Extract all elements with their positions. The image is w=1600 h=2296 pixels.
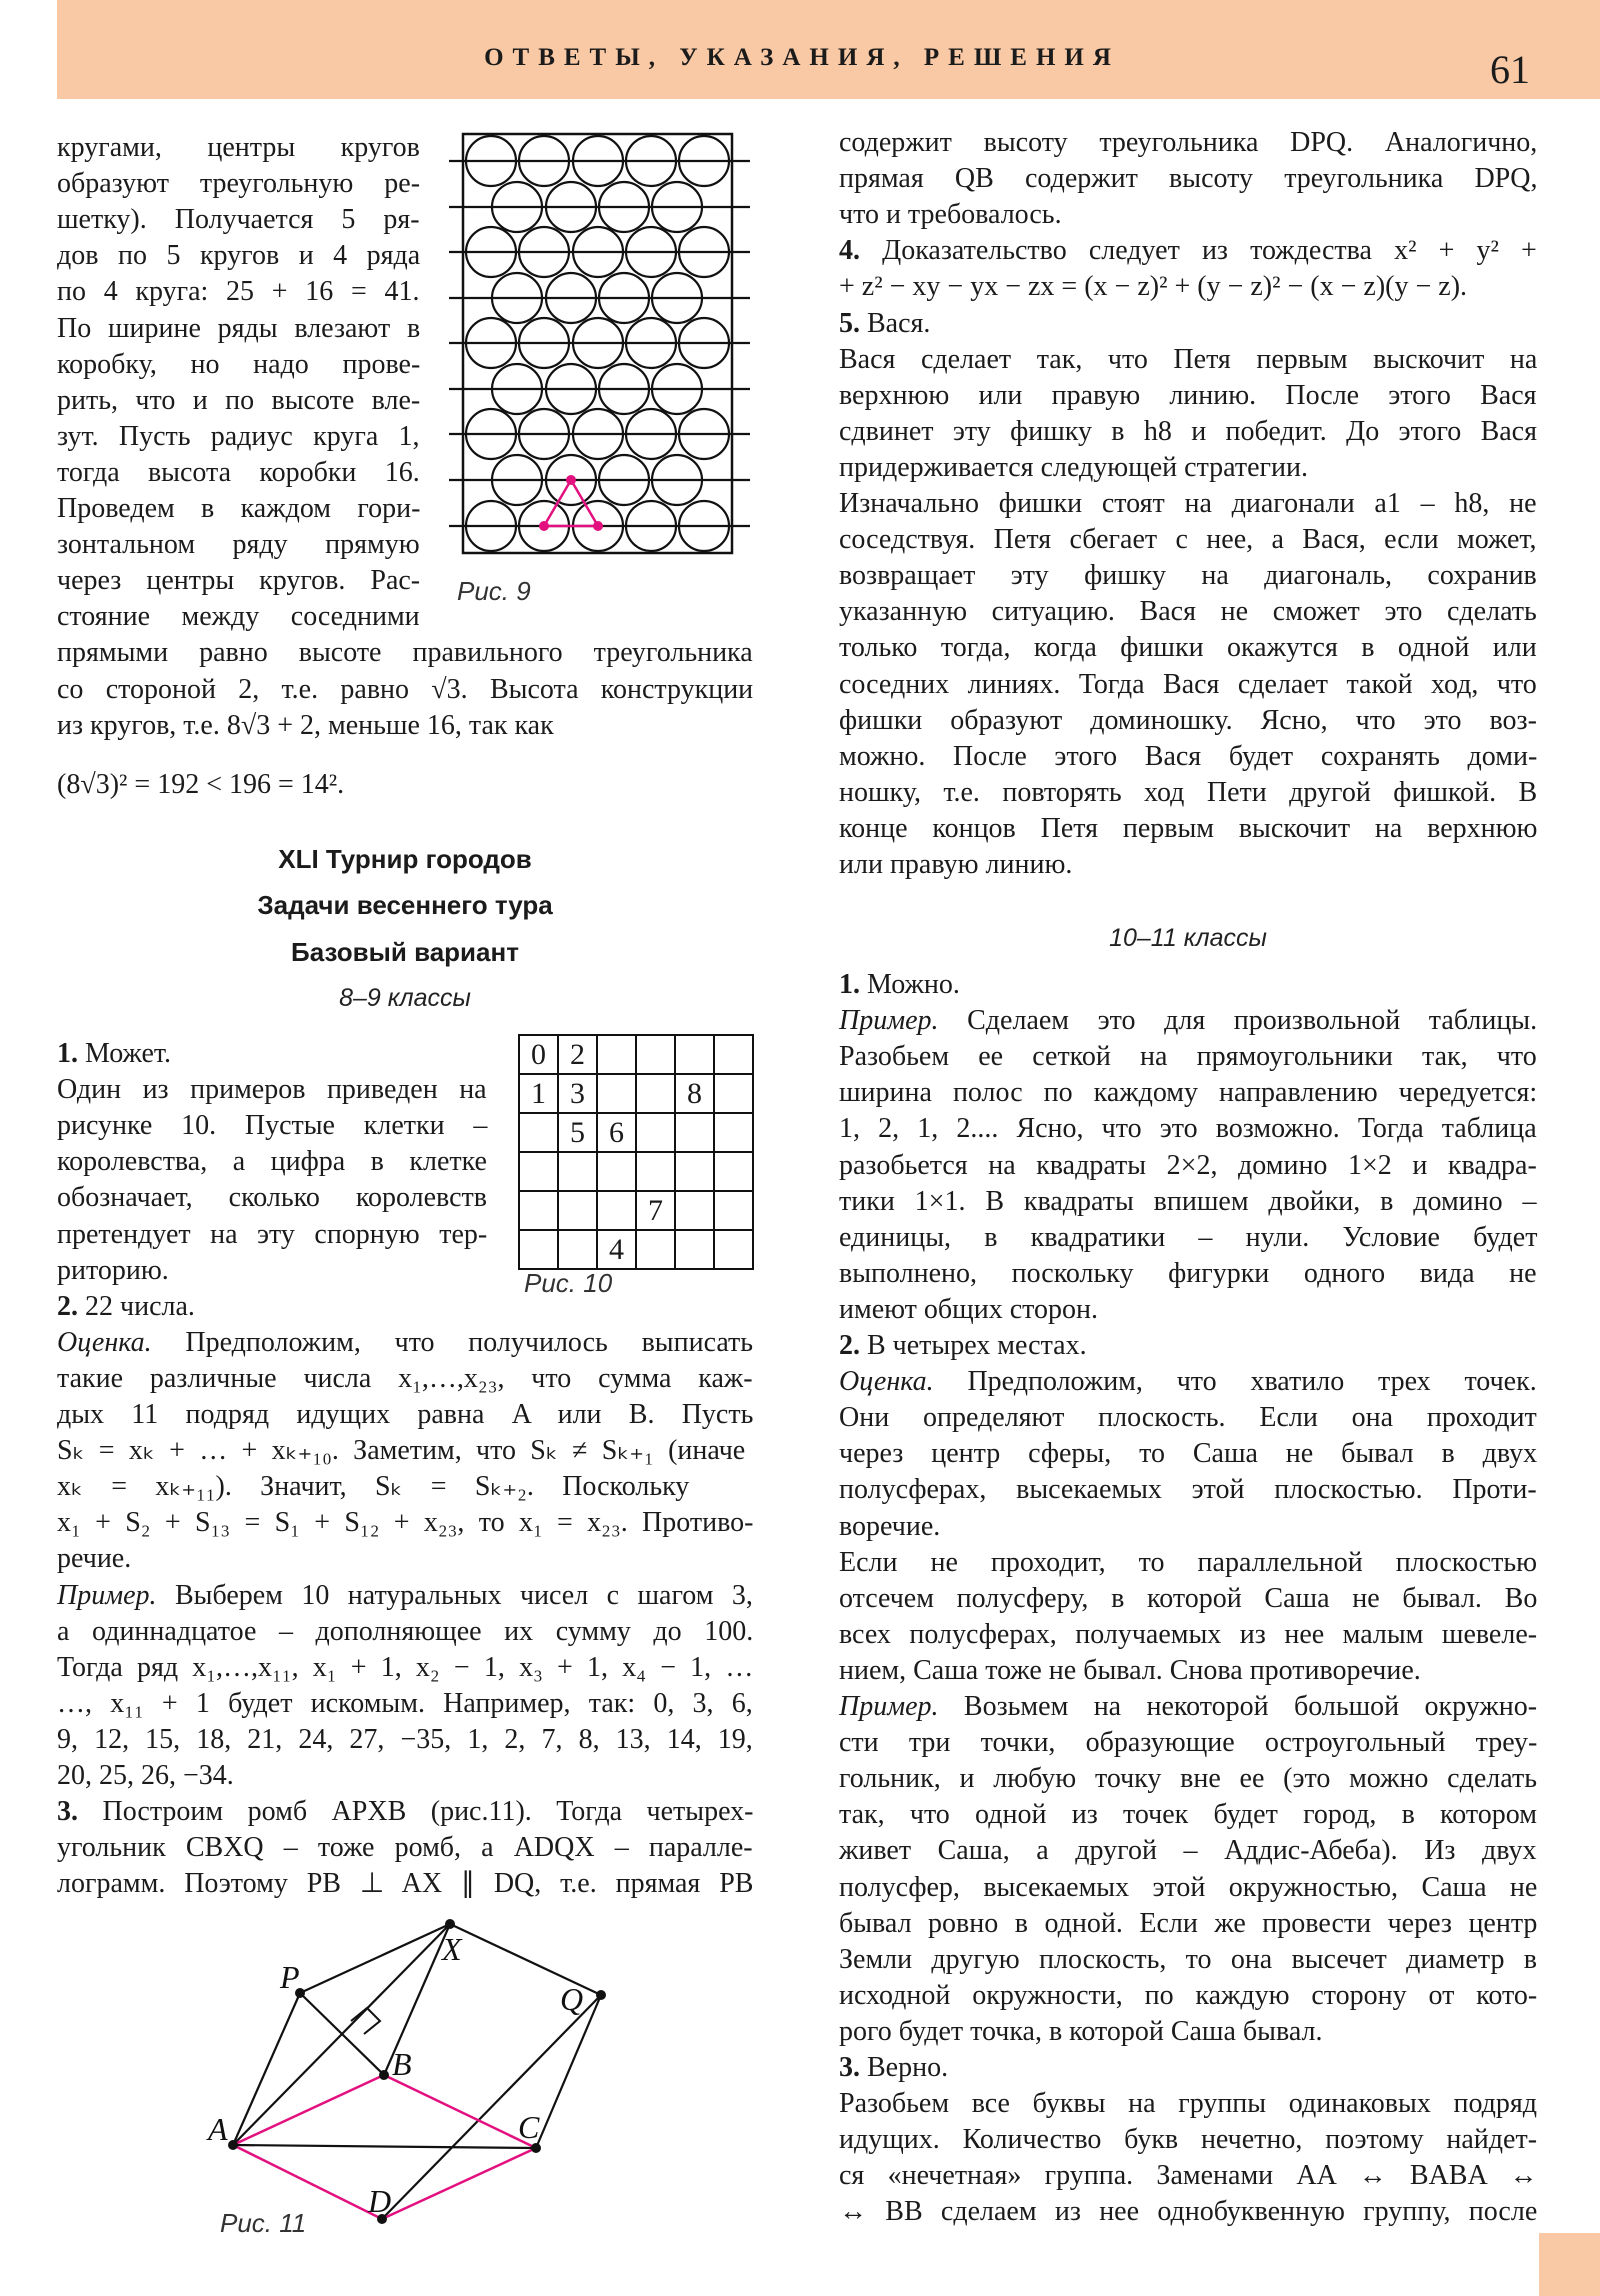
figure-11-caption: Рис. 11 — [220, 2208, 307, 2238]
text-line: претендует на эту спорную тер- — [57, 1218, 488, 1250]
text-line: лограмм. Поэтому PB ⊥ AX ∥ DQ, т.е. прямая PB — [57, 1868, 754, 1900]
grid-cell: 3 — [558, 1074, 597, 1113]
point-B — [379, 2070, 389, 2080]
figure-10-caption: Рис. 10 — [524, 1268, 613, 1298]
text-line: разобьется на квадраты 2×2, домино 1×2 и квадра- — [839, 1149, 1537, 1181]
text-line: отсечем полусферу, в которой Саша не бывал. Во — [839, 1582, 1538, 1614]
text-line: ширина полос по каждому направлению чередуется: — [839, 1077, 1538, 1109]
text-line: 4. Доказательство следует из тождества x² + y² + — [839, 235, 1537, 267]
label-Q: Q — [560, 1981, 584, 2017]
text-line: ↔ BB сделаем из нее однобуквенную группу, после — [839, 2196, 1538, 2228]
text-line: 2. 22 числа. — [57, 1290, 195, 1322]
text-line: Они определяют плоскость. Если она проходит — [839, 1402, 1537, 1434]
text-line: воречие. — [839, 1510, 941, 1542]
grid-cell: 4 — [597, 1230, 636, 1269]
text-line: бывал ровно в одной. Если же провести через центр — [839, 1907, 1538, 1939]
text-line: кругами, центры кругов — [57, 132, 420, 163]
text-line: 1, 2, 1, 2.... Ясно, что это возможно. Тогда таблица — [839, 1113, 1537, 1145]
text-line: 3. Построим ромб APXB (рис.11). Тогда четырех- — [57, 1796, 754, 1828]
text-line: 3. Верно. — [839, 2052, 949, 2083]
text-line: исходной окружности, по каждую сторону от кото- — [839, 1979, 1538, 2011]
text-line: Тогда ряд x₁,…,x₁₁, x₁ + 1, x₂ − 1, x₃ + 1, x₄ − 1, … — [57, 1651, 754, 1683]
text-line: 20, 25, 26, −34. — [57, 1760, 234, 1791]
grade-heading-8-9: 8–9 классы — [339, 984, 471, 1012]
text-line: Земли другую плоскость, то она высечет диаметр в — [839, 1943, 1537, 1975]
text-line: образуют треугольную ре- — [57, 168, 421, 200]
text-line: всех полусферах, получаемых из нее малым шевеле- — [839, 1618, 1538, 1650]
grid-cell: 2 — [558, 1035, 597, 1074]
grid-cell: 0 — [519, 1035, 558, 1074]
text-line: Оценка. Предположим, что получилось выписать — [57, 1326, 754, 1358]
text-line: прямая QB содержит высоту треугольника DPQ, — [839, 163, 1538, 195]
segment-QC — [536, 1995, 601, 2148]
text-line: такие различные числа x₁,…,x₂₃, что сумма каж- — [57, 1362, 753, 1394]
text-line: фишки образуют доминошку. Ясно, что это воз- — [839, 704, 1537, 736]
label-C: C — [518, 2109, 540, 2145]
text-line: Изначально фишки стоят на диагонали a1 – h8, не — [839, 488, 1537, 519]
text-line: так, что одной из точек будет город, в котором — [839, 1799, 1537, 1831]
text-line: через центр сферы, то Саша не бывал в двух — [839, 1438, 1538, 1470]
text-line: 1. Может. — [57, 1038, 172, 1069]
text-line: шетку). Получается 5 ря- — [57, 204, 420, 236]
text-line: x₁ + S₂ + S₁₃ = S₁ + S₁₂ + x₂₃, то x₁ = x₂₃. Противо- — [57, 1507, 754, 1539]
text-line: ся «нечетная» группа. Заменами AA ↔ BABA ↔ — [839, 2160, 1538, 2192]
section-title: XLI Турнир городов — [278, 844, 532, 874]
text-line: можно. После этого Вася будет сохранять доми- — [839, 740, 1538, 772]
text-line: Оценка. Предположим, что хватило трех точек. — [839, 1366, 1537, 1398]
text-line: Sₖ = xₖ + … + xₖ₊₁₀. Заметим, что Sₖ ≠ Sₖ₊₁ (иначе — [57, 1435, 746, 1467]
segment-QD — [382, 1995, 601, 2219]
text-line: полусферах, высекаемых этой плоскостью. Проти- — [839, 1474, 1537, 1506]
text-line: коробку, но надо прове- — [57, 348, 421, 380]
text-line: указанную ситуацию. Вася не сможет это сделать — [839, 596, 1537, 628]
text-line: Пример. Выберем 10 натуральных чисел с шагом 3, — [57, 1579, 753, 1611]
text-line: зут. Пусть радиус круга 1, — [57, 420, 420, 452]
text-line: …, x₁₁ + 1 будет искомым. Например, так: 0, 3, 6, — [57, 1687, 753, 1719]
text-line: Вася сделает так, что Петя первым выскочит на — [839, 343, 1538, 375]
text-line: королевства, а цифра в клетке — [57, 1146, 487, 1178]
text-line: идущих. Количество букв нечетно, поэтому найдет- — [839, 2124, 1538, 2156]
text-line: 2. В четырех местах. — [839, 1330, 1087, 1361]
segment-AC — [233, 2145, 536, 2148]
label-P: P — [280, 1959, 300, 1995]
text-line: + z² − xy − yx − zx = (x − z)² + (y − z)² − (x − z)(y − z). — [839, 271, 1468, 303]
grid-cell: 5 — [558, 1113, 597, 1152]
rhombus-side-CD — [382, 2148, 536, 2219]
text-line: Пример. Сделаем это для произвольной таблицы. — [839, 1005, 1538, 1037]
text-line: со стороной 2, т.е. равно √3. Высота конструкции — [57, 673, 754, 705]
text-line: гольник, и любую точку вне ее (это можно сделать — [839, 1763, 1537, 1795]
text-line: Разобьем ее сеткой на прямоугольники так, что — [839, 1041, 1537, 1073]
point-A — [228, 2140, 238, 2150]
label-A: A — [208, 2111, 228, 2147]
grid-cell: 8 — [675, 1074, 714, 1113]
rhombus-side-AB — [233, 2075, 384, 2145]
text-line: xₖ = xₖ₊₁₁). Значит, Sₖ = Sₖ₊₂. Поскольку — [57, 1471, 690, 1503]
text-line: только тогда, когда фишки окажутся в одной или — [839, 632, 1537, 664]
text-line: имеют общих сторон. — [839, 1293, 1098, 1325]
text-line: или правую линию. — [839, 849, 1073, 880]
text-line: сти три точки, образующие остроугольный треу- — [839, 1727, 1538, 1759]
text-line: 9, 12, 15, 18, 21, 24, 27, −35, 1, 2, 7, 8, 13, 14, 19, — [57, 1723, 753, 1755]
text-line: живет Саша, а другой – Аддис-Абеба). Из двух — [839, 1835, 1537, 1867]
text-line: рого будет точка, в которой Саша бывал. — [839, 2015, 1323, 2047]
section-variant: Базовый вариант — [291, 937, 519, 967]
point-X — [445, 1919, 455, 1929]
text-line: из кругов, т.е. 8√3 + 2, меньше 16, так как — [57, 709, 554, 741]
text-line: угольник CBXQ – тоже ромб, а ADQX – паралле- — [57, 1832, 753, 1864]
text-line: сдвинет эту фишку в h8 и победит. До этого Вася — [839, 415, 1537, 447]
text-line: Проведем в каждом гори- — [57, 493, 421, 524]
label-X: X — [442, 1931, 462, 1967]
segment-XP — [300, 1924, 450, 1993]
text-line: по 4 круга: 25 + 16 = 41. — [57, 276, 420, 308]
text-line: через центры кругов. Рас- — [57, 565, 421, 597]
text-line: содержит высоту треугольника DPQ. Аналогично, — [839, 127, 1538, 158]
label-D: D — [368, 2183, 392, 2219]
grid-cell: 7 — [636, 1191, 675, 1230]
label-B: B — [392, 2046, 412, 2082]
grade-heading-10-11: 10–11 классы — [1109, 924, 1267, 952]
text-line: верхнюю или правую линию. После этого Вася — [839, 379, 1537, 411]
formula-line: (8√3)² = 192 < 196 = 14². — [57, 769, 345, 800]
text-line: зонтальном ряду прямую — [57, 529, 420, 561]
text-line: стояние между соседними — [57, 601, 420, 633]
text-line: дов по 5 кругов и 4 ряда — [57, 240, 421, 272]
text-line: тики 1×1. В квадраты впишем двойки, в домино – — [839, 1185, 1537, 1217]
point-Q — [596, 1990, 606, 2000]
segment-PA — [233, 1993, 300, 2145]
text-line: тогда высота коробки 16. — [57, 456, 420, 488]
page-number: 61 — [1490, 47, 1530, 92]
text-line: ношку, т.е. повторять ход Пети другой фишкой. В — [839, 776, 1538, 808]
running-title: ОТВЕТЫ, УКАЗАНИЯ, РЕШЕНИЯ — [484, 44, 1120, 71]
text-line: По ширине ряды влезают в — [57, 312, 421, 344]
text-line: а одиннадцатое – дополняющее их сумму до 100. — [57, 1615, 754, 1647]
text-line: 1. Можно. — [839, 969, 960, 1000]
text-line: рить, что и по высоте вле- — [57, 384, 421, 416]
text-line: соседствуя. Петя сбегает с нее, а Вася, если может, — [839, 524, 1537, 556]
text-line: прямыми равно высоте правильного треугольника — [57, 637, 753, 669]
text-line: Если не проходит, то параллельной плоскостью — [839, 1546, 1538, 1578]
text-line: Один из примеров приведен на — [57, 1074, 487, 1106]
text-line: рисунке 10. Пустые клетки – — [57, 1110, 488, 1142]
text-line: 5. Вася. — [839, 307, 931, 339]
text-line: Пример. Возьмем на некоторой большой окружно- — [839, 1691, 1538, 1722]
text-line: возвращает эту фишку на диагональ, сохранив — [839, 560, 1537, 592]
text-line: соседних линиях. Тогда Вася сделает такой ход, что — [839, 668, 1537, 700]
text-line: единицы, в квадратики – нули. Условие будет — [839, 1221, 1538, 1253]
section-subtitle: Задачи весеннего тура — [257, 890, 553, 920]
text-line: Разобьем все буквы на группы одинаковых подряд — [839, 2088, 1538, 2120]
text-line: конце концов Петя первым выскочит на верхнюю — [839, 812, 1538, 844]
figure-9-caption: Рис. 9 — [457, 576, 531, 606]
grid-cell: 1 — [519, 1074, 558, 1113]
text-line: что и требовалось. — [839, 199, 1062, 231]
text-line: дых 11 подряд идущих равна A или B. Пусть — [57, 1399, 754, 1430]
text-line: придерживается следующей стратегии. — [839, 451, 1308, 483]
text-line: нием, Саша тоже не бывал. Снова противоречие. — [839, 1654, 1421, 1686]
text-line: риторию. — [57, 1254, 169, 1286]
grid-cell: 6 — [597, 1113, 636, 1152]
text-line: выполнено, поскольку фигурки одного вида не — [839, 1257, 1537, 1289]
text-line: полусфер, высекаемых этой окружностью, Саша не — [839, 1871, 1538, 1903]
text-line: обозначает, сколько королевств — [57, 1182, 487, 1214]
text-line: речие. — [57, 1543, 132, 1575]
